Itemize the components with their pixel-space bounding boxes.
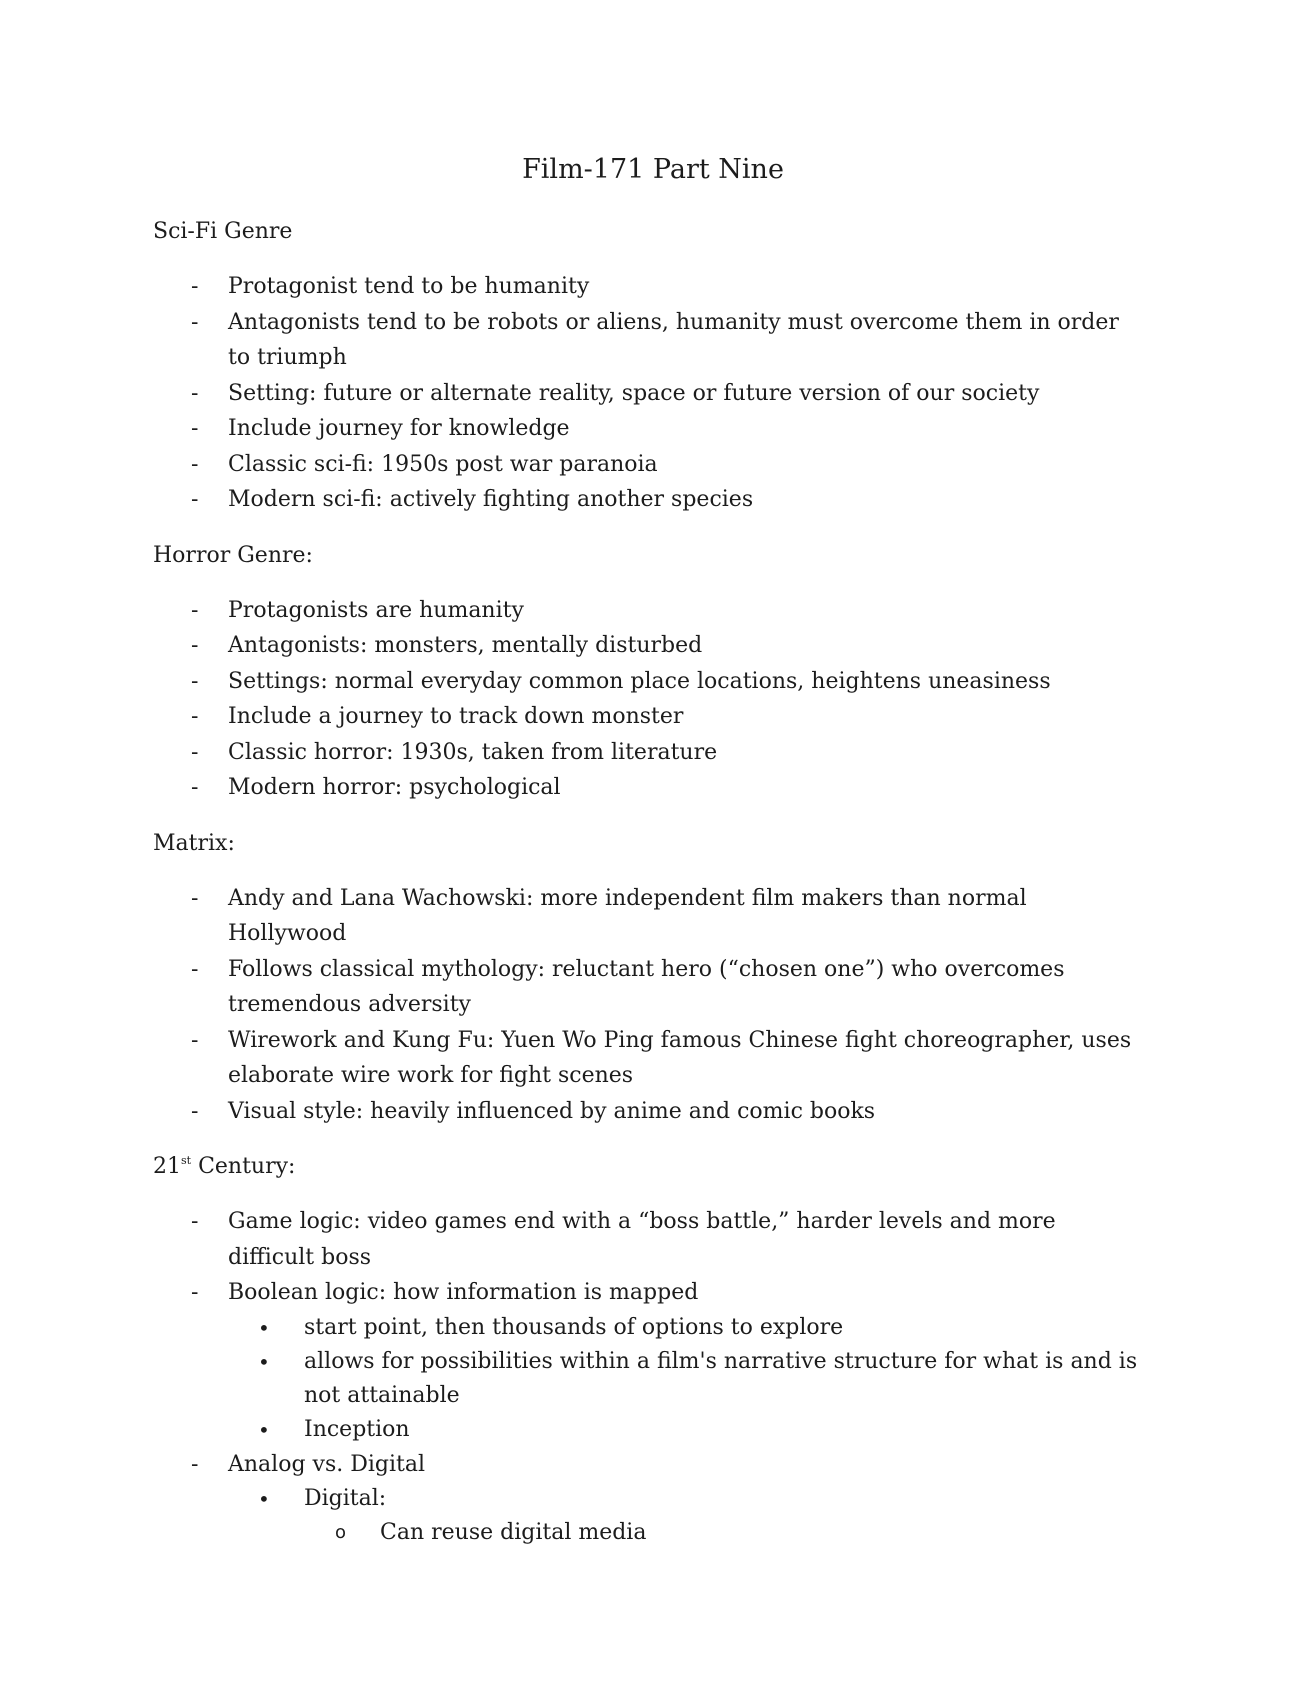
list-item — [153, 735, 1143, 771]
list-item — [153, 770, 1143, 806]
dash-marker: - — [191, 633, 199, 658]
dash-marker: - — [191, 1209, 199, 1234]
dash-marker: - — [191, 1280, 199, 1305]
list-item-text: Setting: future or alternate reality, space or future version of our society — [228, 380, 1040, 406]
dash-marker: - — [191, 416, 199, 441]
ordinal-suffix: st — [181, 1154, 192, 1167]
boolean-logic-sublist — [228, 1311, 1143, 1447]
list-item — [153, 482, 1143, 518]
list-item-text: Antagonists: monsters, mentally disturbed — [228, 633, 703, 658]
section-heading-horror: Horror Genre: — [153, 542, 313, 568]
digital-sublist — [304, 1516, 1143, 1550]
dash-marker: - — [191, 274, 199, 299]
list-item-text: Classic sci-fi: 1950s post war paranoia — [228, 451, 658, 477]
century-list — [153, 1204, 1143, 1550]
list-item-text: Boolean logic: how information is mapped — [228, 1280, 699, 1305]
sublist-item-text: Digital: — [304, 1486, 387, 1511]
list-item — [153, 1275, 1143, 1447]
dash-marker: - — [191, 487, 199, 512]
list-item-text: Game logic: video games end with a “boss battle,” harder levels and more difficult boss — [228, 1209, 1056, 1270]
list-item — [153, 447, 1143, 483]
list-item-text: Modern horror: psychological — [228, 775, 561, 800]
scifi-list — [153, 269, 1143, 518]
list-item — [153, 1204, 1143, 1275]
document-body — [153, 214, 1143, 1570]
heading-text: Century: — [191, 1154, 296, 1179]
sublist-item — [228, 1345, 1143, 1413]
section-heading-matrix: Matrix: — [153, 830, 235, 856]
list-item-text: Antagonists tend to be robots or aliens, humanity must overcome them in order to triumph — [228, 309, 1119, 370]
dash-marker: - — [191, 1098, 199, 1124]
bullet-marker: • — [258, 1349, 270, 1374]
list-item-text: Wirework and Kung Fu: Yuen Wo Ping famous Chinese fight choreographer, uses elaborate wire work for fight scenes — [228, 1027, 1132, 1088]
list-item — [153, 376, 1143, 412]
list-item — [153, 628, 1143, 664]
dash-marker: - — [191, 451, 199, 477]
list-item — [153, 1023, 1143, 1094]
section-21st-century — [153, 1149, 1143, 1550]
list-item-text: Protagonist tend to be humanity — [228, 274, 590, 299]
list-item-text: Include a journey to track down monster — [228, 704, 684, 729]
analog-digital-sublist — [228, 1482, 1143, 1550]
section-horror — [153, 538, 1143, 806]
list-item — [153, 1094, 1143, 1130]
dash-marker: - — [191, 597, 199, 623]
list-item-text: Andy and Lana Wachowski: more independent film makers than normal Hollywood — [228, 885, 1027, 946]
list-item-text: Follows classical mythology: reluctant hero (“chosen one”) who overcomes tremendous adversity — [228, 956, 1065, 1017]
list-item — [153, 664, 1143, 700]
list-item-text: Analog vs. Digital — [228, 1451, 426, 1477]
dash-marker: - — [191, 309, 199, 335]
list-item-text: Protagonists are humanity — [228, 597, 524, 623]
bullet-marker: • — [258, 1315, 270, 1340]
list-item-text: Modern sci-fi: actively fighting another species — [228, 487, 754, 512]
list-item — [153, 881, 1143, 952]
list-item-text: Classic horror: 1930s, taken from literature — [228, 739, 718, 765]
list-item — [153, 699, 1143, 735]
list-item — [153, 593, 1143, 629]
dash-marker: - — [191, 1027, 199, 1053]
section-matrix — [153, 826, 1143, 1130]
dash-marker: - — [191, 739, 199, 765]
section-heading-21st-century — [153, 1149, 1143, 1185]
list-item — [153, 1447, 1143, 1551]
list-item-text: Visual style: heavily influenced by anime and comic books — [228, 1098, 876, 1124]
dash-marker: - — [191, 956, 199, 982]
dash-marker: - — [191, 380, 199, 406]
list-item-text: Settings: normal everyday common place locations, heightens uneasiness — [228, 668, 1051, 694]
list-item — [153, 411, 1143, 447]
list-item-text: Include journey for knowledge — [228, 416, 570, 441]
list-item — [153, 269, 1143, 305]
sublist-item — [228, 1482, 1143, 1550]
sublist-item — [228, 1413, 1143, 1447]
sub-sublist-item — [304, 1516, 1143, 1550]
dash-marker: - — [191, 1451, 199, 1477]
list-item — [153, 305, 1143, 376]
bullet-marker: • — [258, 1417, 270, 1442]
circle-marker: o — [335, 1522, 347, 1543]
dash-marker: - — [191, 668, 199, 694]
sublist-item — [228, 1311, 1143, 1345]
matrix-list — [153, 881, 1143, 1130]
dash-marker: - — [191, 775, 199, 800]
document-title: Film-171 Part Nine — [522, 154, 784, 185]
section-heading-scifi: Sci-Fi Genre — [153, 219, 293, 244]
bullet-marker: • — [258, 1487, 270, 1511]
dash-marker: - — [191, 704, 199, 729]
horror-list — [153, 593, 1143, 806]
list-item — [153, 952, 1143, 1023]
sublist-item-text: allows for possibilities within a film's narrative structure for what is and is not attainable — [304, 1348, 1138, 1408]
sublist-item-text: start point, then thousands of options to explore — [304, 1314, 844, 1340]
sublist-item-text: Inception — [304, 1416, 410, 1442]
sub-sublist-item-text: Can reuse digital media — [380, 1520, 647, 1545]
heading-number: 21 — [153, 1154, 181, 1179]
dash-marker: - — [191, 885, 199, 911]
section-scifi — [153, 214, 1143, 518]
